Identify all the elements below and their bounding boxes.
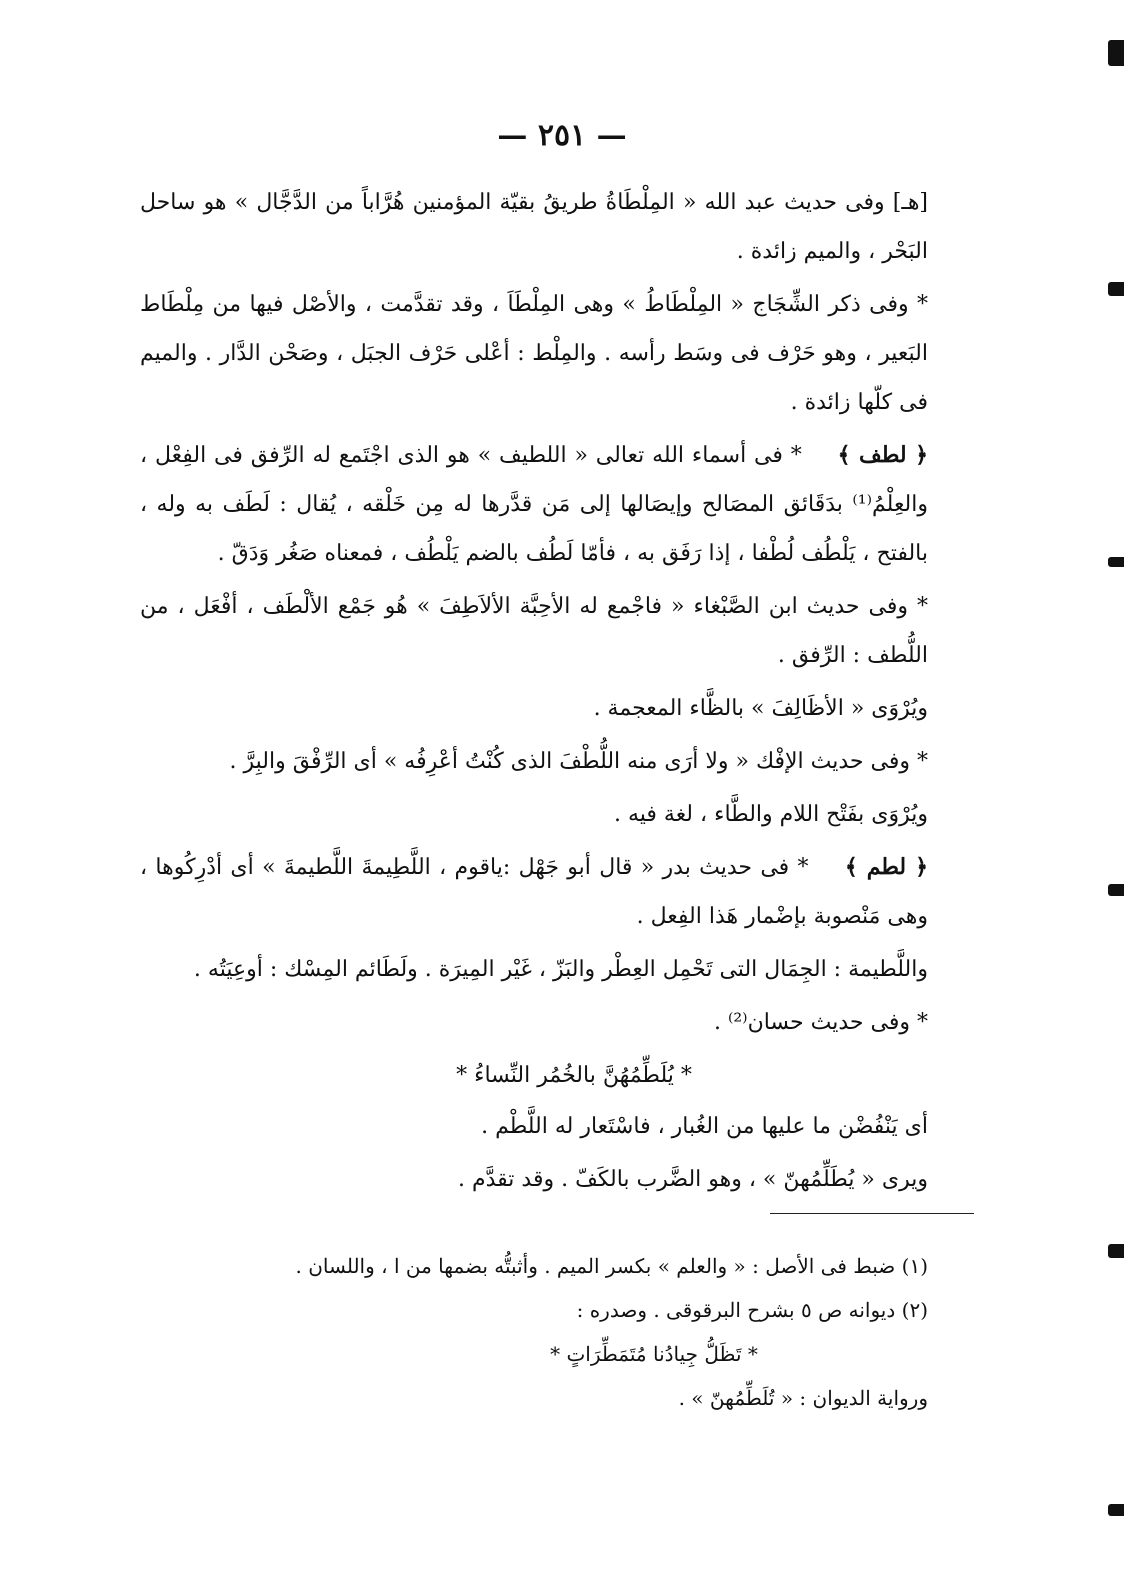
paragraph-latima: واللَّطيمة : الجِمَال التى تَحْمِل العِطْر والبَزّ ، غَيْر المِيرَة . ولَطَائم المِسْك : أوعِيَتُه . <box>193 957 928 982</box>
scan-edge-mark <box>1108 1504 1124 1516</box>
footnote-2: (٢) ديوانه ص ٥ بشرح البرقوقى . وصدره : <box>576 1298 928 1322</box>
footnotes <box>260 1244 928 1420</box>
scan-edge-mark <box>1108 557 1124 567</box>
paragraph-hassan: * وفى حديث حسان⁽²⁾ . <box>713 1010 928 1035</box>
entry-lutm <box>140 843 928 941</box>
verse-line: * يُلَطِّمُهُنَّ بالخُمُر النِّساءُ * <box>456 1063 692 1088</box>
main-text <box>140 178 928 1208</box>
paragraph-verse-explanation: أى يَنْفُضْن ما عليها من الغُبار ، فاسْتَعار له اللَّطْم . <box>481 1114 928 1139</box>
scan-edge-mark <box>1108 282 1124 296</box>
footnote-3: ورواية الديوان : « تُلَطِّمُهنّ » . <box>678 1386 928 1410</box>
paragraph-verse-variant: ويرى « يُطَلِّمُهنّ » ، وهو الضَّرب بالكَفّ . وقد تقدَّم . <box>458 1167 928 1192</box>
entry-heading-lutf: ﴿ لطف ﴾ <box>837 442 929 468</box>
paragraph-alatif: * وفى حديث ابن الصَّبْغاء « فاجْمع له الأحِبَّة الألاَطِفَ » هُو جَمْع الألْطَف ، أفْعَل ، من اللُّطف : الرِّفق . <box>140 594 928 668</box>
paragraph-miltat: [هـ] وفى حديث عبد الله « المِلْطَاةُ طريقُ بقيّة المؤمنين هُرَّاباً من الدَّجَّال » هو ساحل البَحْر ، والميم زائدة . <box>140 190 928 264</box>
entry-heading-lutm: ﴿ لطم ﴾ <box>844 854 928 880</box>
page-number: — ٢٥١ — <box>497 118 627 153</box>
footnote-divider <box>770 1213 974 1214</box>
entry-lutf <box>140 431 928 578</box>
scan-edge-mark <box>1108 1244 1124 1258</box>
paragraph-ifk: * وفى حديث الإفْك « ولا أرَى منه اللُّطْفَ الذى كُنْتُ أعْرِفُه » أى الرِّفْقَ والبِرَّ . <box>229 749 928 774</box>
paragraph-miltat-shijaj: * وفى ذكر الشِّجَاج « المِلْطَاطُ » وهى المِلْطَاَ ، وقد تقدَّمت ، والأصْل فيها من مِلْطَاط البَعير ، وهو حَرْف فى وسَط رأسه . والمِلْط : أعْلى حَرْف الجبَل ، وصَحْن الدَّار . والميم فى كلّها زائدة . <box>140 292 928 415</box>
paragraph-latif: * فى أسماء الله تعالى « اللطيف » هو الذى اجْتَمع له الرِّفق فى الفِعْل ، والعِلْمُ⁽¹⁾ بدَقَائق المصَالح وإيصَالها إلى مَن قدَّرها له مِن خَلْقه ، يُقال : لَطَف به وله ، بالفتح ، يَلْطُف لُطْفا ، إذا رَفَق به ، فأمّا لَطُف بالضم يَلْطُف ، فمعناه صَغُر وَدَقّ . <box>140 443 928 566</box>
paragraph-azalif: ويُرْوَى « الأظَالِفَ » بالظَّاء المعجمة . <box>593 696 928 721</box>
scan-edge-mark <box>1108 884 1124 896</box>
footnote-verse: * تَظَلُّ جِيادُنا مُتَمَطِّرَاتٍ * <box>550 1342 758 1366</box>
paragraph-lutf-variant: ويُرْوَى بفَتْح اللام والطَّاء ، لغة فيه . <box>613 802 928 827</box>
scan-edge-mark <box>1108 40 1124 66</box>
paragraph-badr: * فى حديث بدر « قال أبو جَهْل :ياقوم ، اللَّطِيمةَ اللَّطيمةَ » أى أدْرِكُوها ، وهى مَنْصوبة بإضْمار هَذا الفِعل . <box>140 855 928 929</box>
footnote-1: (١) ضبط فى الأصل : « والعلم » بكسر الميم . وأثبتُّه بضمها من ا ، واللسان . <box>295 1254 928 1278</box>
